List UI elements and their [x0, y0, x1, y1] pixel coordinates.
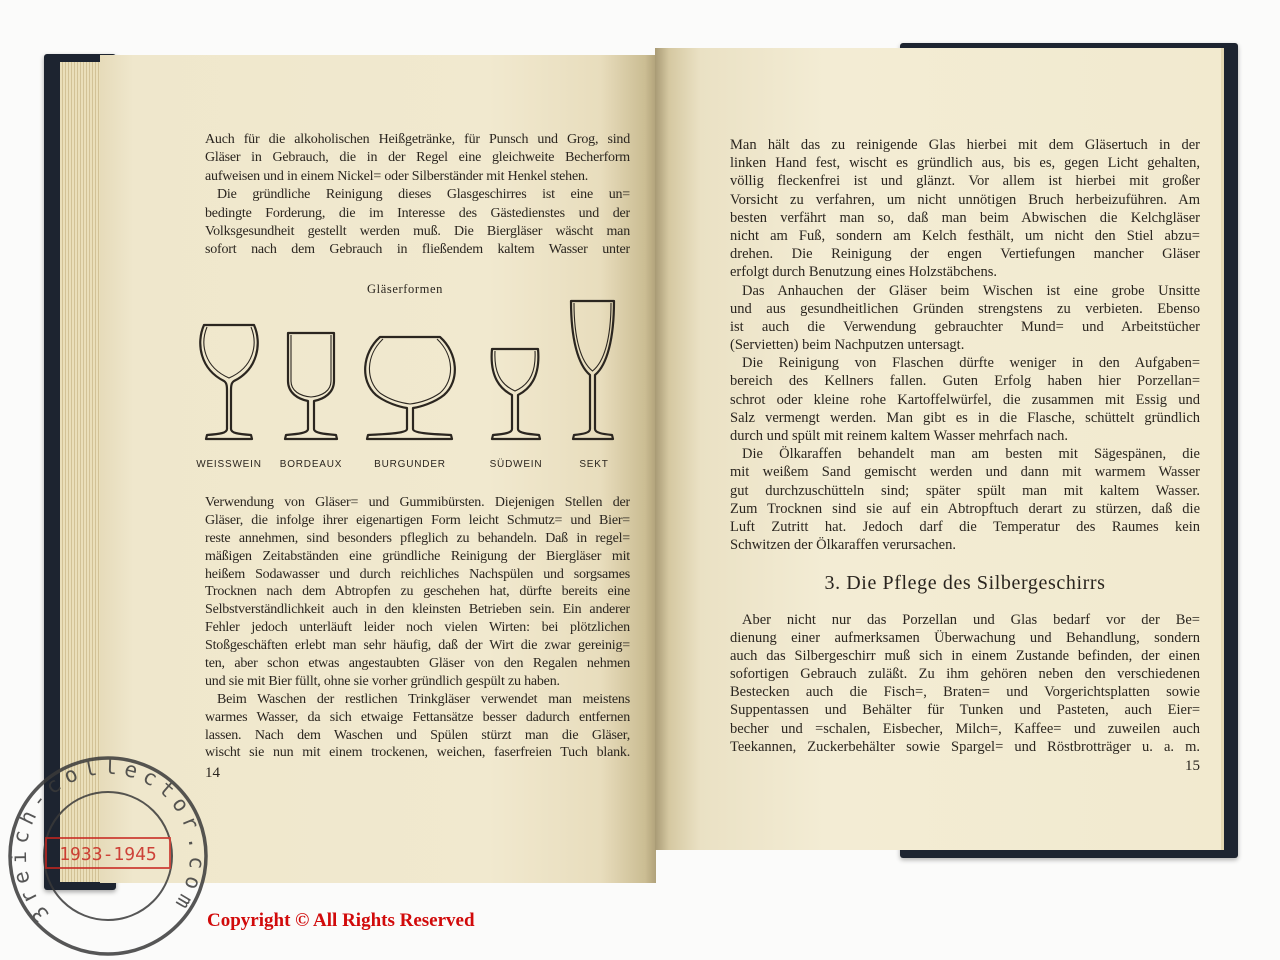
text-line: lassen. Nach dem Waschen und Spülen stürzt man die Gläser, — [205, 727, 630, 743]
text-line: warmes Wasser, da sich etwaige Fettansätze besser dadurch entfernen — [205, 709, 630, 725]
label-bordeaux: BORDEAUX — [279, 459, 343, 470]
text-line: becher und =schalen, Eisbecher, Milch=, Kaffee= und zuweilen auch — [730, 720, 1200, 737]
section-heading: 3. Die Pflege des Silbergeschirrs — [824, 572, 1106, 594]
text-line: ist auch die Verwendung gebrauchter Mund= und Arbeitstücher — [730, 318, 1200, 335]
bordeaux-glass-drawing — [285, 333, 337, 439]
text-line: nicht am Fuß, sondern am Kelch festhält, um nicht den Stiel abzu= — [730, 227, 1200, 244]
text-line: Luft Zutritt hat. Jedoch darf die Temperatur des Raumes kein — [730, 518, 1200, 535]
burgunder-glass-drawing — [365, 337, 455, 439]
text-line: Beim Waschen der restlichen Trinkgläser verwendet man meistens — [217, 691, 630, 707]
text-line: heißem Sodawasser und durch reichliches Nachspülen und sorgsames — [205, 566, 630, 582]
text-line: Die Reinigung von Flaschen dürfte weniger in den Aufgaben= — [742, 355, 1200, 372]
text-line: mäßigen Zeitabständen eine gründliche Reinigung der Biergläser mit — [205, 548, 630, 564]
label-weisswein: WEISSWEIN — [196, 459, 262, 470]
text-line: durch und spült mit reinem kaltem Wasser mehrfach nach. — [730, 428, 1069, 444]
text-line: Volksgesundheit gestellt werden muß. Die Biergläser wäscht man — [205, 223, 630, 239]
text-line: aufweisen und in einem Nickel= oder Silberständer mit Henkel stehen. — [205, 168, 589, 184]
text-line: Zum Trocknen sind sie auf ein Abtropftuch derart zu stürzen, daß die — [730, 500, 1200, 517]
text-line: Das Anhauchen der Gläser beim Wischen ist eine grobe Unsitte — [742, 282, 1200, 299]
label-sekt: SEKT — [579, 459, 609, 470]
page-number-left: 14 — [205, 765, 220, 781]
text-line: schrot oder kleine rohe Kartoffelwürfel, die zusammen mit Essig und — [730, 391, 1200, 408]
section-text — [730, 611, 1200, 756]
text-line: auch das Silbergeschirr muß sich in einem Zustande befinden, der einen — [730, 648, 1200, 665]
weisswein-glass-drawing — [200, 325, 257, 439]
text-line: Stoßgeschäften erlebt man sehr häufig, daß der Wirt die zwar gereinig= — [205, 638, 630, 654]
text-line: sofort nach dem Gebrauch in fließendem kaltem Wasser unter — [205, 242, 630, 258]
text-line: völlig fleckenfrei ist und glänzt. Vor allem ist hierbei mit großer — [730, 173, 1200, 190]
text-line: Schwitzen der Ölkaraffen verursachen. — [730, 537, 956, 554]
copyright-notice: Copyright © All Rights Reserved — [207, 910, 475, 931]
text-line: Verwendung von Gläser= und Gummibürsten. Diejenigen Stellen der — [205, 495, 630, 510]
figure-title: Gläserformen — [367, 282, 443, 296]
text-line: Auch für die alkoholischen Heißgetränke, für Punsch und Grog, sind — [205, 132, 630, 147]
suedwein-glass-drawing — [492, 349, 540, 439]
stamp-center-text: 1933-1945 — [59, 844, 157, 865]
text-line: Gläser, die infolge ihrer eigenartigen Form leicht Schmutz= und Bier= — [205, 512, 630, 528]
text-line: dienung einer aufmerksamen Überwachung und Behandlung, sondern — [730, 630, 1200, 647]
text-line: ten, aber schon etwas angestaubten Gläser von den Regalen nehmen — [205, 656, 630, 672]
text-line: Man hält das zu reinigende Glas hierbei mit dem Gläsertuch in der — [730, 137, 1200, 153]
text-line: bereich des Kellners fallen. Guten Erfolg haben hier Porzellan= — [730, 373, 1200, 390]
left-page-top-text — [205, 131, 630, 260]
glass-shapes-illustration — [190, 295, 630, 445]
text-line: linken Hand fest, wischt es gründlich aus, bis es, gegen Licht gehalten, — [730, 155, 1200, 172]
watermark-stamp — [0, 740, 230, 960]
text-line: Bestecken auch die Fisch=, Braten= und Vorgerichtsplatten sowie — [730, 684, 1200, 701]
text-line: Vorsicht zu verfahren, um nicht unnötigen Bruch herbeizuführen. Am — [730, 191, 1200, 208]
text-line: Salz vermengt werden. Man gibt es in die Flasche, schüttelt gründlich — [730, 409, 1200, 426]
text-line: Die gründliche Reinigung dieses Glasgeschirres ist eine un= — [217, 187, 630, 203]
text-line: wischt sie nun mit einem trockenen, weichen, faserfreien Tuch blank. — [205, 745, 630, 761]
text-line: Die Ölkaraffen behandelt man am besten mit Sägespänen, die — [742, 446, 1200, 463]
text-line: bedingte Forderung, die im Interesse des Gästedienstes und der — [205, 205, 630, 221]
text-line: Selbstverständlichkeit auch in den kleinsten Betrieben sein. Ein anderer — [205, 602, 630, 618]
text-line: besten verfährt man so, daß man beim Abwischen die Kelchgläser — [730, 209, 1200, 226]
label-suedwein: SÜDWEIN — [489, 459, 543, 470]
text-line: gut durchzuschütteln sind; später spült man mit kaltem Wasser. — [730, 482, 1200, 499]
sekt-glass-drawing — [571, 301, 614, 439]
left-page-bottom-text — [205, 494, 630, 762]
text-line: (Servietten) beim Nachputzen untersagt. — [730, 337, 965, 354]
text-line: Gläser in Gebrauch, die in der Regel eine gleichweite Becherform — [205, 150, 630, 166]
text-line: reste annehmen, sind besonders pfleglich zu behandeln. Daß in regel= — [205, 530, 630, 546]
text-line: Fehler jedoch unterläuft leider noch vielen Wirten: bei plötzlichen — [205, 620, 630, 636]
text-line: Suppentassen und Behälter für Tunken und Pasteten, auch Eier= — [730, 702, 1200, 719]
text-line: Trocknen nach dem Abtropfen zu geschehen hat, dürfte bereits eine — [205, 584, 630, 600]
right-page-text — [730, 136, 1200, 554]
text-line: sofortigen Gebrauch zuläßt. Zu ihm gehören neben den verschiedenen — [730, 666, 1200, 683]
label-burgunder: BURGUNDER — [374, 459, 446, 470]
text-line: mit weißem Sand gemischt werden und dann mit warmem Wasser — [730, 464, 1200, 481]
stamp-ring-text: 3reich-collector.com — [6, 754, 210, 927]
text-line: und sie mit Bier füllt, ohne sie vorher gründlich gespült zu haben. — [205, 673, 560, 689]
text-line: Aber nicht nur das Porzellan und Glas bedarf vor der Be= — [742, 612, 1200, 628]
text-line: erfolgt durch Benutzung eines Holzstäbchens. — [730, 264, 997, 281]
text-line: drehen. Die Reinigung der engen Vertiefungen mancher Gläser — [730, 246, 1200, 263]
page-number-right: 15 — [1185, 758, 1200, 774]
text-line: und aus gesundheitlichen Gründen strengstens zu verbieten. Ebenso — [730, 300, 1200, 317]
text-line: Teekannen, Zuckerbehälter sowie Spargel= und Röstbrotträger u. a. m. — [730, 738, 1200, 755]
